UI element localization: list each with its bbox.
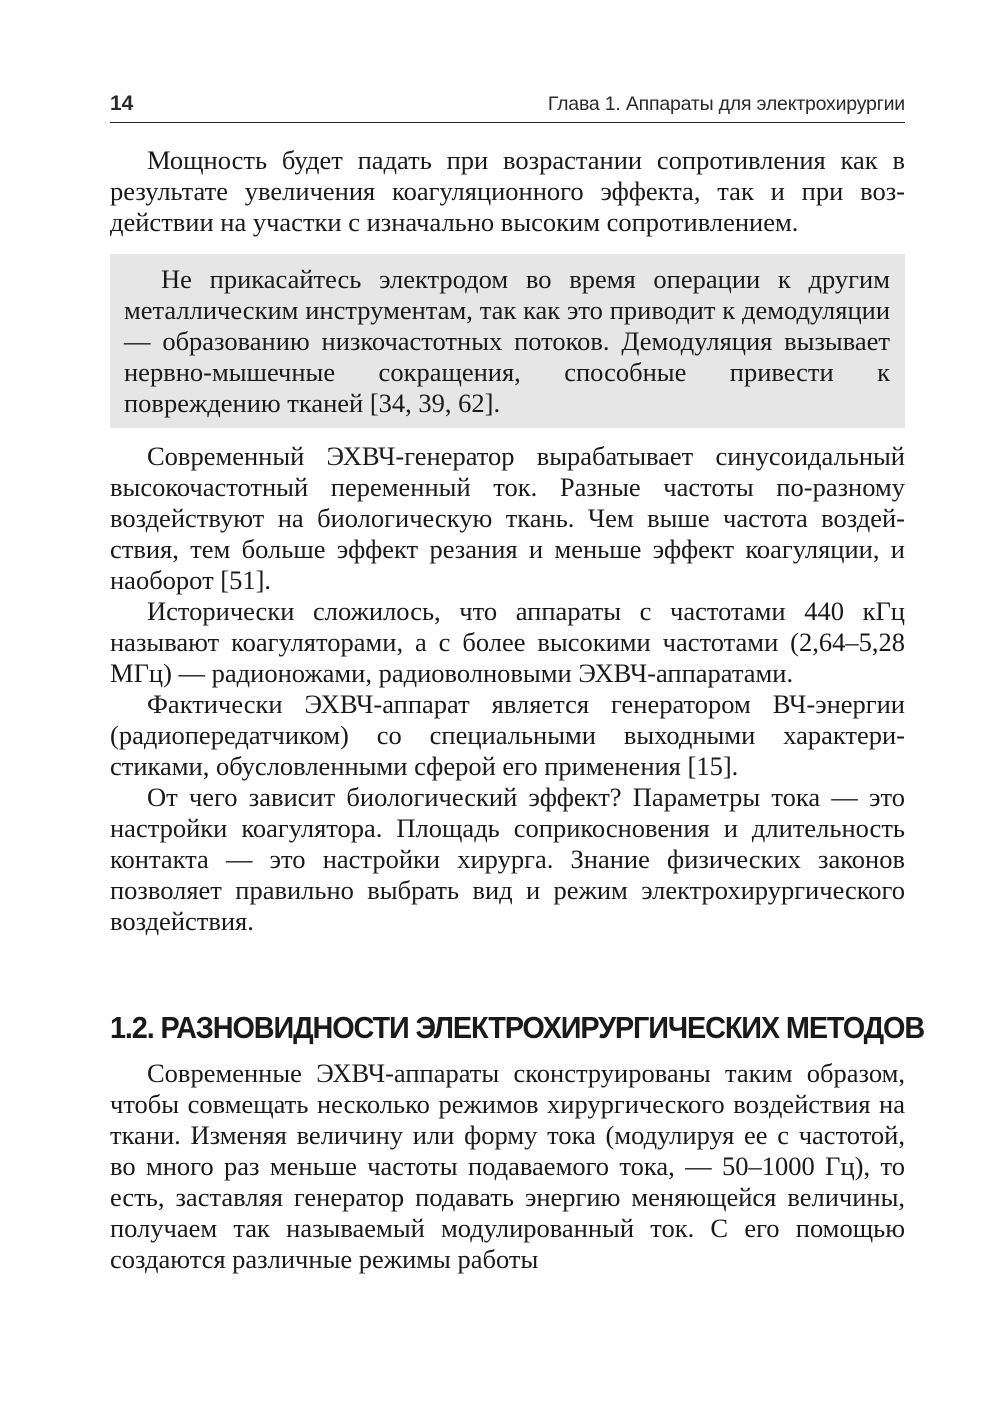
page-number: 14 [110, 92, 134, 115]
section-heading: 1.2. РАЗНОВИДНОСТИ ЭЛЕКТРОХИРУРГИЧЕСКИХ МЕТОДОВ [110, 1010, 925, 1045]
section-text [110, 441, 905, 937]
paragraph: Исторически сложилось, что аппараты с частотами 440 кГц называют коагуляторами, а с более высокими частотами (2,64–5,28 МГц) — радионожами, радиоволновыми ЭХВЧ-аппаратами. [110, 596, 905, 688]
warning-note-box [110, 254, 905, 428]
running-header [110, 92, 905, 123]
section-text [110, 1058, 905, 1275]
paragraph: От чего зависит биологический эффект? Параметры тока — это настройки коагулятора. Площадь соприкосновения и длительность контакта — это настройки хирурга. Знание физических законов позволяет правильно выбрать вид и режим электрохирургического воздействия. [110, 782, 905, 936]
paragraph: Современный ЭХВЧ-генератор вырабатывает синусоидальный высокочастотный переменный ток. Разные частоты по-разному воздействуют на биологическую ткань. Чем выше частота воздействия, тем больше эффект резания и меньше эффект коагуляции, и наоборот [51]. [110, 441, 905, 595]
paragraph: Современные ЭХВЧ-аппараты сконструированы таким образом, чтобы совмещать несколько режимов хирургического воздействия на ткани. Изменяя величину или форму тока (модулируя ее с частотой, во много раз меньше частоты подаваемого тока, — 50–1000 Гц), то есть, заставляя генератор подавать энергию меняющейся величины, получаем так называемый модулированный ток. С его помощью создаются различные режимы работы [110, 1058, 905, 1274]
intro-text [110, 145, 905, 238]
note-text: Не прикасайтесь электродом во время операции к другим металлическим инструментам, так как это приводит к демодуляции — образованию низкочастотных потоков. Демодуляция вызывает нервно-мышечные сокращения, способные привести к повреждению тканей [34, 39, 62]. [124, 264, 890, 418]
paragraph: Фактически ЭХВЧ-аппарат является генератором ВЧ-энергии (радиопередатчиком) со специальными выходными характеристиками, обусловленными сферой его применения [15]. [110, 689, 905, 781]
chapter-title: Глава 1. Аппараты для электрохирургии [547, 93, 905, 115]
paragraph: Мощность будет падать при возрастании сопротивления как в результате увеличения коагуляционного эффекта, так и при воздействии на участки с изначально высоким сопротивлением. [110, 145, 905, 237]
